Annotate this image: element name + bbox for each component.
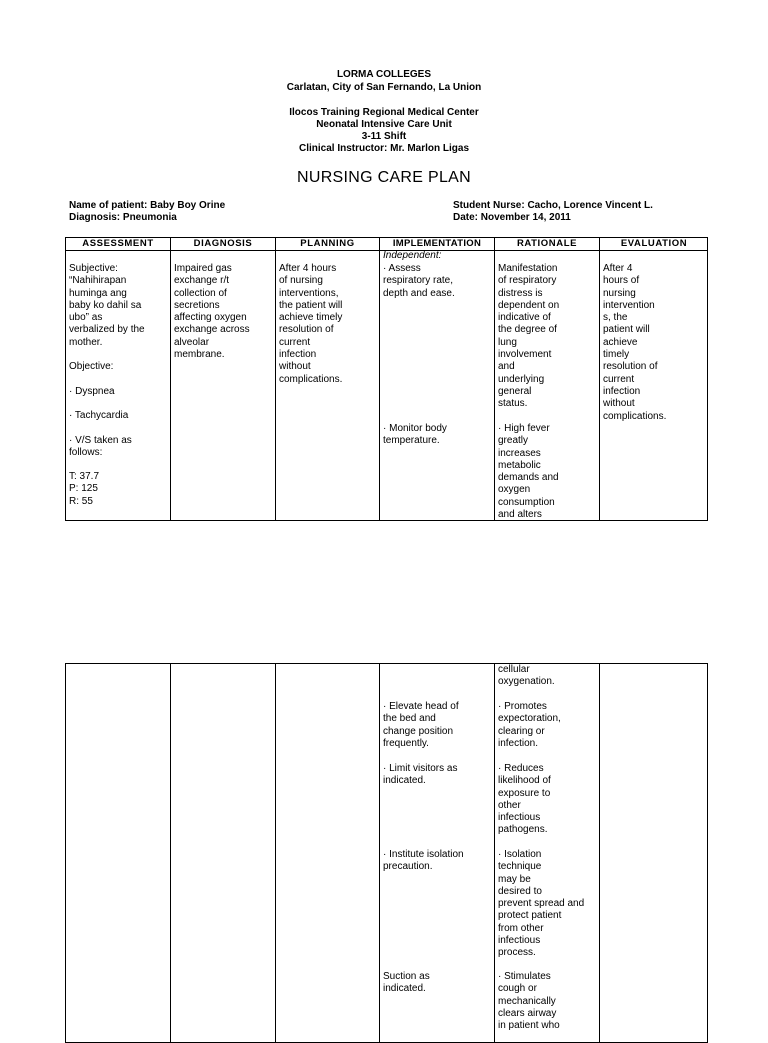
care-date: Date: November 14, 2011: [453, 212, 571, 223]
rationale-reduces-exposure: · Reduces likelihood of exposure to other infectious pathogens.: [498, 763, 551, 836]
implementation-suction: Suction as indicated.: [383, 971, 430, 995]
column-divider: [599, 238, 600, 520]
implementation-independent-label: Independent:: [383, 250, 442, 261]
assessment-subjective: Subjective: “Nahihirapan huminga ang baby ko dahil sa ubo” as verbalized by the mother.: [69, 263, 145, 348]
column-divider: [379, 238, 380, 520]
college-name: LORMA COLLEGES: [336, 69, 432, 80]
patient-name: Name of patient: Baby Boy Orine: [69, 200, 226, 211]
student-nurse: Student Nurse: Cacho, Lorence Vincent L.: [453, 200, 653, 211]
care-plan-table-continued: [65, 663, 708, 1043]
shift: 3-11 Shift: [361, 131, 407, 142]
column-divider: [599, 664, 600, 1042]
column-header-diagnosis: DIAGNOSIS: [193, 238, 253, 249]
rationale-continued: cellular oxygenation.: [498, 664, 555, 688]
column-divider: [275, 238, 276, 520]
assessment-tachycardia: · Tachycardia: [69, 410, 129, 421]
column-divider: [275, 664, 276, 1042]
implementation-limit-visitors: · Limit visitors as indicated.: [383, 763, 458, 787]
rationale-isolation: · Isolation technique may be desired to prevent spread and protect patient from other infectious process.: [498, 849, 585, 959]
hospital-name: Ilocos Training Regional Medical Center: [289, 107, 479, 118]
column-divider: [170, 664, 171, 1042]
column-header-evaluation: EVALUATION: [620, 238, 688, 249]
unit-name: Neonatal Intensive Care Unit: [316, 119, 452, 130]
column-header-assessment: ASSESSMENT: [82, 238, 154, 249]
page-title: NURSING CARE PLAN: [296, 169, 472, 186]
assessment-vital-signs: · V/S taken as follows:: [69, 435, 132, 459]
rationale-stimulates-cough: · Stimulates cough or mechanically clears airway in patient who: [498, 971, 560, 1032]
column-divider: [494, 664, 495, 1042]
assessment-vitals-values: T: 37.7 P: 125 R: 55: [69, 471, 100, 507]
implementation-isolation: · Institute isolation precaution.: [383, 849, 464, 873]
rationale-respiratory: Manifestation of respiratory distress is dependent on indicative of the degree of lung involvement and underlying general status.: [498, 263, 560, 410]
planning-text: After 4 hours of nursing interventions, the patient will achieve timely resolution of current infection without complications.: [279, 263, 343, 385]
column-header-rationale: RATIONALE: [516, 238, 578, 249]
column-header-planning: PLANNING: [300, 238, 355, 249]
evaluation-text: After 4 hours of nursing intervention s, the patient will achieve timely resolution of current infection without complications.: [603, 263, 667, 422]
column-header-implementation: IMPLEMENTATION: [392, 238, 482, 249]
column-divider: [494, 238, 495, 520]
implementation-elevate-head: · Elevate head of the bed and change position frequently.: [383, 701, 459, 749]
assessment-objective-label: Objective:: [69, 361, 114, 372]
implementation-assess: · Assess respiratory rate, depth and ease.: [383, 263, 455, 299]
diagnosis-text: Impaired gas exchange r/t collection of secretions affecting oxygen exchange across alveolar membrane.: [174, 263, 250, 361]
patient-diagnosis: Diagnosis: Pneumonia: [69, 212, 177, 223]
care-plan-table: [65, 237, 708, 521]
assessment-dyspnea: · Dyspnea: [69, 386, 115, 397]
implementation-monitor: · Monitor body temperature.: [383, 423, 447, 447]
rationale-fever: · High fever greatly increases metabolic demands and oxygen consumption and alters: [498, 423, 559, 521]
clinical-instructor: Clinical Instructor: Mr. Marlon Ligas: [298, 143, 470, 154]
rationale-promotes-expectoration: · Promotes expectoration, clearing or infection.: [498, 701, 561, 749]
column-divider: [379, 664, 380, 1042]
college-address: Carlatan, City of San Fernando, La Union: [286, 82, 482, 93]
column-divider: [170, 238, 171, 520]
